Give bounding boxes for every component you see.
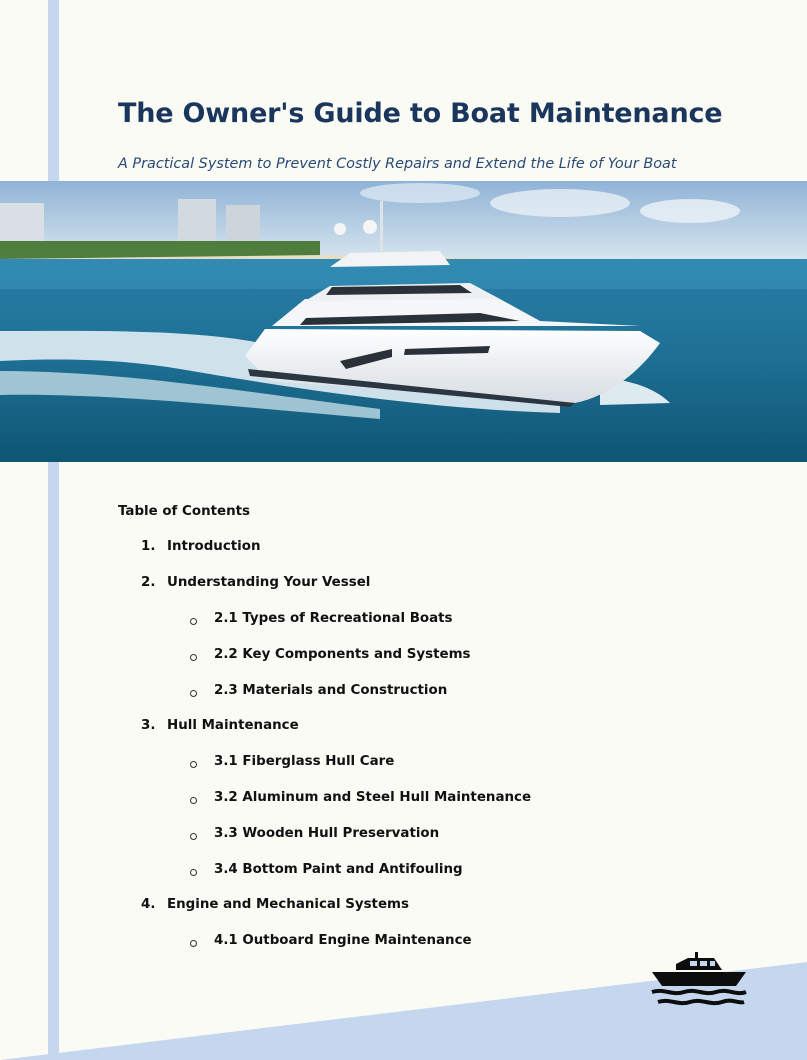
hollow-circle-bullet-icon bbox=[190, 761, 197, 768]
side-accent-stripe bbox=[48, 0, 59, 1060]
hollow-circle-bullet-icon bbox=[190, 654, 197, 661]
toc-subitem-key-components[interactable]: 2.2 Key Components and Systems bbox=[214, 647, 471, 662]
hollow-circle-bullet-icon bbox=[190, 618, 197, 625]
hollow-circle-bullet-icon bbox=[190, 833, 197, 840]
toc-item-label: Understanding Your Vessel bbox=[167, 575, 371, 590]
toc-subitem-fiberglass-hull-care[interactable]: 3.1 Fiberglass Hull Care bbox=[214, 754, 395, 769]
hollow-circle-bullet-icon bbox=[190, 690, 197, 697]
toc-item-label: Introduction bbox=[167, 539, 261, 554]
boat-icon bbox=[648, 950, 748, 1012]
hollow-circle-bullet-icon bbox=[190, 869, 197, 876]
yacht-photo bbox=[0, 181, 807, 462]
toc-item-number: 4. bbox=[141, 897, 156, 912]
toc-item-number: 1. bbox=[141, 539, 156, 554]
toc-item-number: 2. bbox=[141, 575, 156, 590]
hollow-circle-bullet-icon bbox=[190, 797, 197, 804]
toc-item-understanding-your-vessel[interactable] bbox=[141, 575, 370, 590]
toc-subitem-wooden-hull[interactable]: 3.3 Wooden Hull Preservation bbox=[214, 826, 440, 841]
toc-subitem-types-of-recreational-boats[interactable]: 2.1 Types of Recreational Boats bbox=[214, 611, 453, 626]
toc-subitem-aluminum-steel-hull[interactable]: 3.2 Aluminum and Steel Hull Maintenance bbox=[214, 790, 532, 805]
toc-subitem-materials-construction[interactable]: 2.3 Materials and Construction bbox=[214, 683, 448, 698]
document-title: The Owner's Guide to Boat Maintenance bbox=[118, 98, 723, 129]
toc-item-hull-maintenance[interactable] bbox=[141, 718, 299, 733]
toc-heading: Table of Contents bbox=[118, 504, 250, 519]
toc-item-introduction[interactable] bbox=[141, 539, 261, 554]
toc-item-label: Hull Maintenance bbox=[167, 718, 299, 733]
toc-subitem-bottom-paint[interactable]: 3.4 Bottom Paint and Antifouling bbox=[214, 862, 463, 877]
toc-item-number: 3. bbox=[141, 718, 156, 733]
toc-item-engine-mechanical[interactable] bbox=[141, 897, 409, 912]
hollow-circle-bullet-icon bbox=[190, 940, 197, 947]
toc-item-label: Engine and Mechanical Systems bbox=[167, 897, 409, 912]
document-subtitle: A Practical System to Prevent Costly Repairs and Extend the Life of Your Boat bbox=[118, 156, 677, 172]
toc-subitem-outboard-engine[interactable]: 4.1 Outboard Engine Maintenance bbox=[214, 933, 472, 948]
